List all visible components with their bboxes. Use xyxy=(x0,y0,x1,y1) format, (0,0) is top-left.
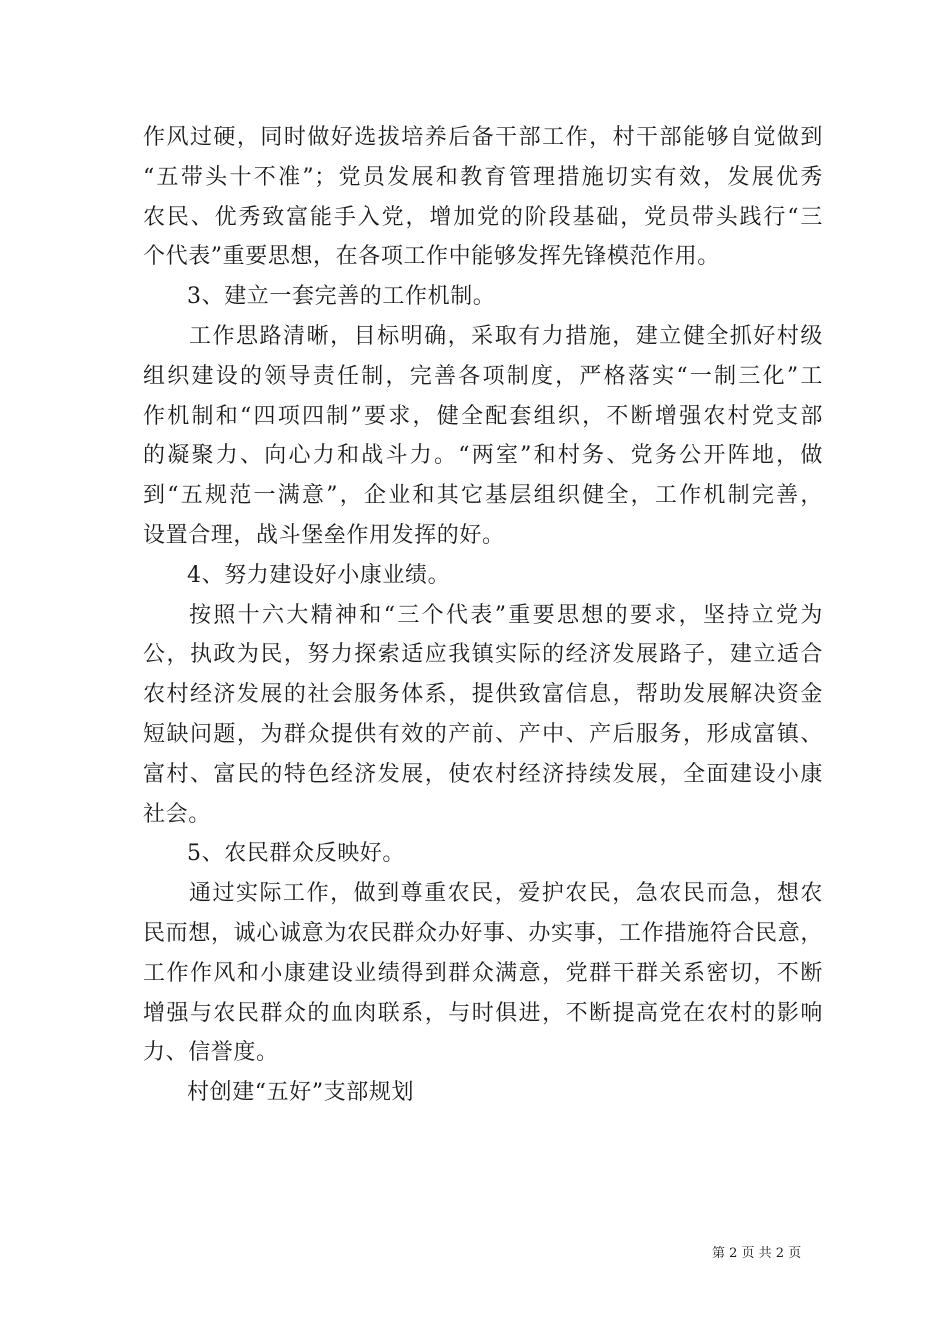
paragraph-first-line: 工作思路清晰，目标明确，采取有力措施，建立健全抓好村级 xyxy=(189,323,823,349)
text-line: 公，执政为民，努力探索适应我镇实际的经济发展路子，建立适合 xyxy=(143,642,823,668)
text-line: 富村、富民的特色经济发展，使农村经济持续发展，全面建设小康 xyxy=(143,761,823,787)
text-line: 工作作风和小康建设业绩得到群众满意，党群干群关系密切，不断 xyxy=(143,960,823,986)
text-line: 民而想，诚心诚意为农民群众办好事、办实事，工作措施符合民意， xyxy=(143,920,823,946)
text-line: 设置合理，战斗堡垒作用发挥的好。 xyxy=(143,522,505,548)
text-line: 到“五规范一满意”，企业和其它基层组织健全，工作机制完善， xyxy=(143,483,823,509)
text-line: 力、信誉度。 xyxy=(143,1040,279,1066)
document-title-line: 村创建“五好”支部规划 xyxy=(187,1080,415,1106)
text-line: 社会。 xyxy=(143,801,211,827)
text-line: 组织建设的领导责任制，完善各项制度，严格落实“一制三化”工 xyxy=(143,363,823,389)
text-line: 农民、优秀致富能手入党，增加党的阶段基础，党员带头践行“三 xyxy=(143,204,823,230)
text-line: 增强与农民群众的血肉联系，与时俱进，不断提高党在农村的影响 xyxy=(143,1000,823,1026)
section-heading: 4、努力建设好小康业绩。 xyxy=(187,562,451,588)
text-line: 的凝聚力、向心力和战斗力。“两室”和村务、党务公开阵地，做 xyxy=(143,443,823,469)
document-body xyxy=(143,118,823,1113)
paragraph-first-line: 按照十六大精神和“三个代表”重要思想的要求，坚持立党为 xyxy=(189,602,823,628)
text-line: 短缺问题，为群众提供有效的产前、产中、产后服务，形成富镇、 xyxy=(143,721,823,747)
section-heading: 3、建立一套完善的工作机制。 xyxy=(187,284,496,310)
text-line: 作风过硬，同时做好选拔培养后备干部工作，村干部能够自觉做到 xyxy=(143,125,823,150)
text-line: 个代表”重要思想，在各项工作中能够发挥先锋模范作用。 xyxy=(143,244,720,270)
text-line: “五带头十不准”；党员发展和教育管理措施切实有效，发展优秀 xyxy=(143,164,823,190)
text-line: 作机制和“四项四制”要求，健全配套组织，不断增强农村党支部 xyxy=(143,403,823,429)
text-line: 农村经济发展的社会服务体系，提供致富信息，帮助发展解决资金 xyxy=(143,682,823,708)
paragraph-first-line: 通过实际工作，做到尊重农民，爱护农民，急农民而急，想农 xyxy=(189,881,823,907)
section-heading: 5、农民群众反映好。 xyxy=(187,841,405,867)
page-number-footer: 第 2 页 共 2 页 xyxy=(712,1246,802,1261)
